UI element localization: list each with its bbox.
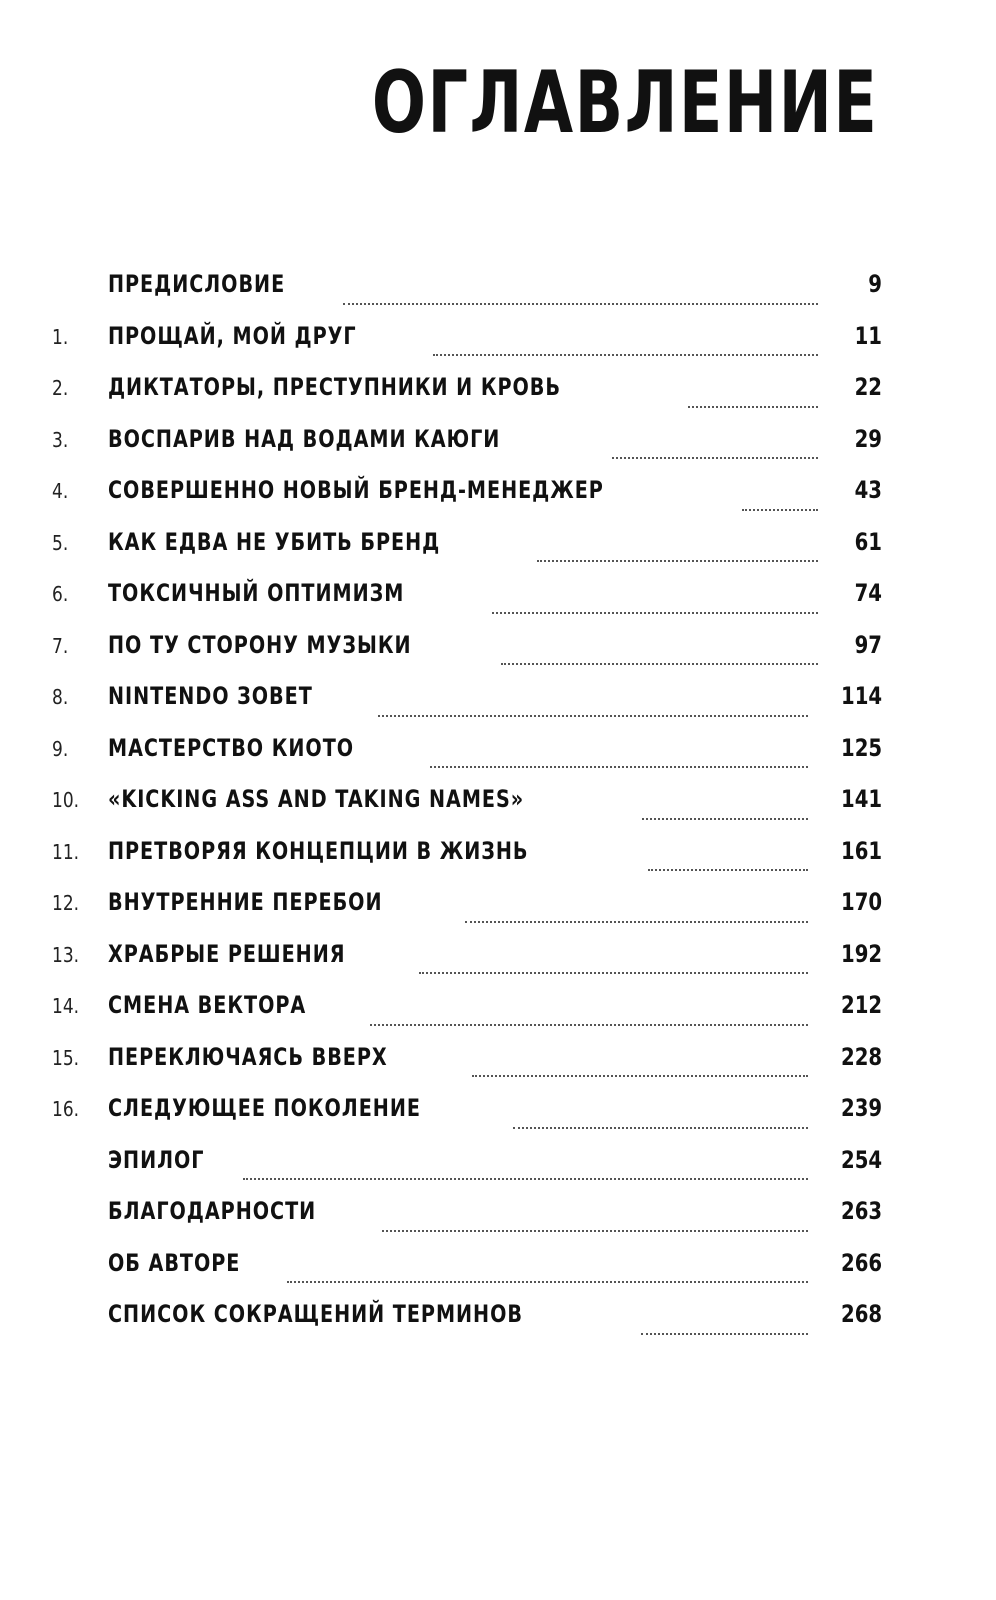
toc-chapter-number: 16.	[52, 1097, 80, 1121]
toc-dot-leader	[465, 921, 808, 923]
toc-chapter-title: СМЕНА ВЕКТОРА	[108, 991, 307, 1019]
toc-entry-9[interactable]	[52, 682, 882, 734]
toc-entry-5[interactable]	[52, 476, 882, 528]
toc-chapter-title: ВОСПАРИВ НАД ВОДАМИ КАЮГИ	[108, 424, 501, 453]
toc-chapter-title: ТОКСИЧНЫЙ ОПТИМИЗМ	[108, 579, 405, 607]
toc-page-number: 61	[854, 527, 882, 556]
toc-dot-leader	[612, 457, 818, 459]
toc-dot-leader	[492, 612, 818, 614]
toc-dot-leader	[287, 1281, 807, 1283]
toc-page-number: 97	[854, 630, 882, 659]
toc-chapter-number: 11.	[52, 839, 80, 864]
toc-dot-leader	[382, 1230, 808, 1232]
toc-entry-8[interactable]	[52, 631, 882, 683]
toc-page-number: 161	[840, 836, 882, 865]
toc-chapter-number: 10.	[52, 788, 80, 812]
toc-page-number: 125	[840, 733, 882, 762]
toc-dot-leader	[513, 1127, 808, 1129]
toc-chapter-number: 2.	[52, 376, 69, 400]
toc-entry-15[interactable]	[52, 991, 882, 1043]
toc-entry-7[interactable]	[52, 579, 882, 631]
toc-entry-10[interactable]	[52, 734, 882, 786]
toc-dot-leader	[430, 766, 808, 768]
toc-dot-leader	[343, 303, 818, 305]
toc-page-number: 228	[840, 1042, 882, 1071]
toc-chapter-title: ПРЕТВОРЯЯ КОНЦЕПЦИИ В ЖИЗНЬ	[108, 836, 529, 865]
toc-entry-21[interactable]	[52, 1300, 882, 1352]
toc-chapter-number: 15.	[52, 1045, 80, 1070]
toc-dot-leader	[642, 818, 808, 820]
toc-chapter-title: ДИКТАТОРЫ, ПРЕСТУПНИКИ И КРОВЬ	[108, 373, 561, 401]
toc-dot-leader	[537, 560, 818, 562]
toc-chapter-title: ПРЕДИСЛОВИЕ	[108, 270, 286, 298]
toc-entry-6[interactable]	[52, 528, 882, 580]
toc-page-number: 11	[854, 321, 882, 350]
toc-chapter-title: ПРОЩАЙ, МОЙ ДРУГ	[108, 321, 357, 350]
page-title: ОГЛАВЛЕНИЕ	[371, 53, 878, 153]
toc-chapter-title: СПИСОК СОКРАЩЕНИЙ ТЕРМИНОВ	[108, 1300, 523, 1328]
toc-page-number: 239	[840, 1094, 882, 1122]
toc-page-number: 170	[840, 888, 882, 916]
toc-entry-3[interactable]	[52, 373, 882, 425]
toc-page-number: 9	[868, 270, 882, 298]
toc-entry-18[interactable]	[52, 1146, 882, 1198]
toc-chapter-number: 9.	[52, 736, 69, 761]
toc-page-number: 212	[840, 991, 882, 1019]
toc-entry-13[interactable]	[52, 888, 882, 940]
toc-dot-leader	[370, 1024, 808, 1026]
toc-page-number: 74	[854, 579, 882, 607]
toc-chapter-title: ПО ТУ СТОРОНУ МУЗЫКИ	[108, 630, 412, 659]
toc-page-number: 141	[840, 785, 882, 813]
toc-chapter-title: ЭПИЛОГ	[108, 1145, 205, 1174]
toc-chapter-title: СЛЕДУЮЩЕЕ ПОКОЛЕНИЕ	[108, 1094, 421, 1122]
toc-chapter-number: 13.	[52, 942, 80, 967]
toc-chapter-title: КАК ЕДВА НЕ УБИТЬ БРЕНД	[108, 527, 441, 556]
toc-chapter-number: 12.	[52, 891, 80, 915]
toc-entry-4[interactable]	[52, 425, 882, 477]
toc-page-number: 192	[840, 939, 882, 968]
toc-entry-12[interactable]	[52, 837, 882, 889]
toc-dot-leader	[419, 972, 808, 974]
toc-entry-17[interactable]	[52, 1094, 882, 1146]
toc-chapter-number: 7.	[52, 633, 69, 658]
toc-entry-2[interactable]	[52, 322, 882, 374]
toc-chapter-number: 3.	[52, 427, 69, 452]
toc-page-number: 254	[840, 1145, 882, 1174]
toc-dot-leader	[742, 509, 818, 511]
toc-dot-leader	[641, 1333, 808, 1335]
toc-chapter-number: 6.	[52, 582, 69, 606]
toc-chapter-title: СОВЕРШЕННО НОВЫЙ БРЕНД-МЕНЕДЖЕР	[108, 476, 604, 504]
toc-page-number: 29	[854, 424, 882, 453]
table-of-contents	[52, 270, 882, 1352]
toc-page-number: 22	[854, 373, 882, 401]
toc-page-number: 263	[840, 1197, 882, 1225]
toc-dot-leader	[688, 406, 818, 408]
toc-dot-leader	[433, 354, 818, 356]
toc-dot-leader	[501, 663, 818, 665]
toc-chapter-number: 14.	[52, 994, 80, 1018]
toc-entry-19[interactable]	[52, 1197, 882, 1249]
toc-chapter-number: 5.	[52, 530, 69, 555]
toc-chapter-title: NINTENDO ЗОВЕТ	[108, 682, 313, 710]
toc-entry-16[interactable]	[52, 1043, 882, 1095]
toc-chapter-number: 1.	[52, 324, 69, 349]
toc-chapter-title: ПЕРЕКЛЮЧАЯСЬ ВВЕРХ	[108, 1042, 388, 1071]
toc-chapter-title: ВНУТРЕННИЕ ПЕРЕБОИ	[108, 888, 383, 916]
toc-entry-11[interactable]	[52, 785, 882, 837]
toc-chapter-title: ХРАБРЫЕ РЕШЕНИЯ	[108, 939, 346, 968]
toc-chapter-title: БЛАГОДАРНОСТИ	[108, 1197, 317, 1225]
toc-entry-1[interactable]	[52, 270, 882, 322]
toc-page-number: 43	[854, 476, 882, 504]
toc-entry-14[interactable]	[52, 940, 882, 992]
toc-dot-leader	[378, 715, 808, 717]
toc-chapter-number: 4.	[52, 479, 69, 503]
toc-chapter-title: МАСТЕРСТВО КИОТО	[108, 733, 355, 762]
toc-page-number: 266	[840, 1248, 882, 1277]
toc-page-number: 268	[840, 1300, 882, 1328]
toc-chapter-title: «KICKING ASS AND TAKING NAMES»	[108, 785, 525, 813]
toc-entry-20[interactable]	[52, 1249, 882, 1301]
toc-dot-leader	[243, 1178, 808, 1180]
toc-dot-leader	[472, 1075, 808, 1077]
toc-chapter-number: 8.	[52, 685, 69, 709]
toc-dot-leader	[648, 869, 808, 871]
toc-chapter-title: ОБ АВТОРЕ	[108, 1248, 241, 1277]
toc-page-number: 114	[840, 682, 882, 710]
